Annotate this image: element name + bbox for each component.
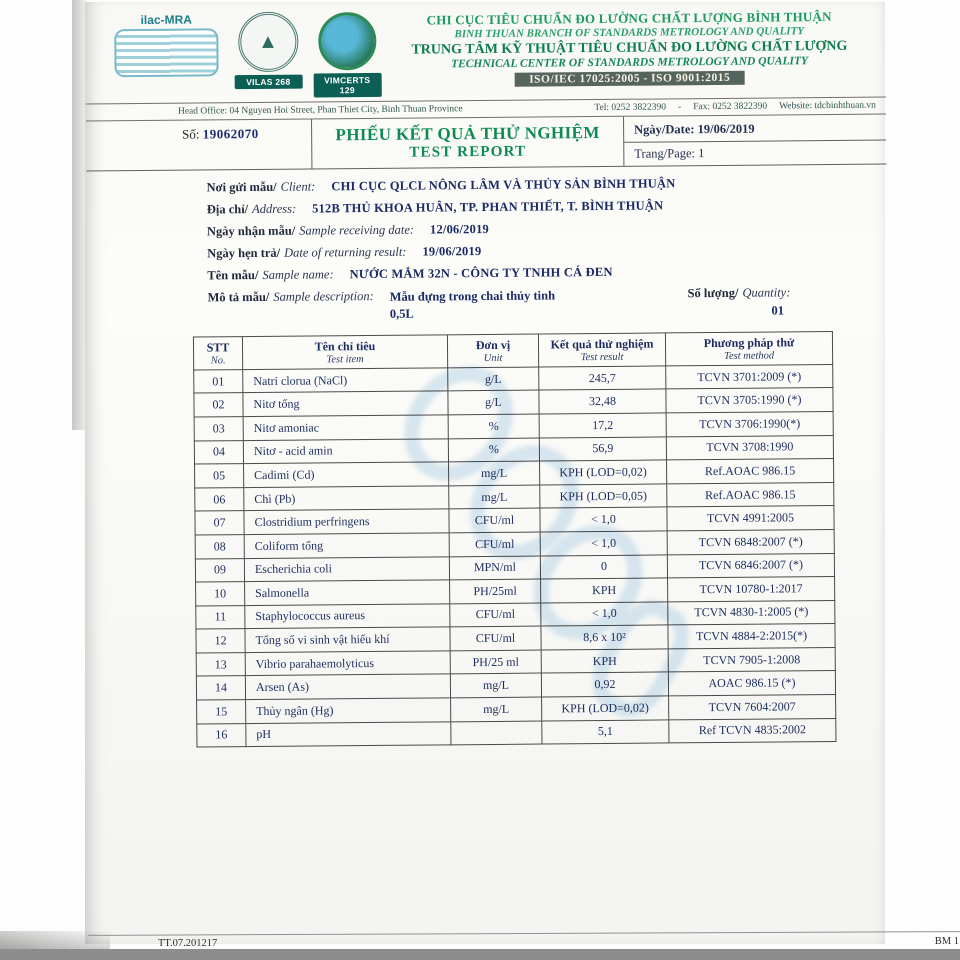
- table-cell: CFU/ml: [449, 508, 540, 532]
- table-header-row: [193, 331, 832, 370]
- column-header-method: Phương pháp thử Test method: [665, 331, 832, 365]
- info-label: Tên mẫu/ Sample name:: [207, 267, 334, 283]
- vimcerts-icon: [318, 12, 377, 71]
- column-header-result: Kết quả thử nghiệm Test result: [538, 333, 665, 367]
- table-cell: KPH (LOD=0,02): [540, 460, 667, 485]
- ilac-mra-label: ilac-MRA: [140, 12, 192, 28]
- table-cell: 12: [196, 629, 245, 653]
- table-cell: 10: [196, 582, 245, 606]
- column-header-item: Tên chỉ tiêu Test item: [242, 335, 447, 370]
- info-row-return-date: [207, 241, 867, 262]
- table-cell: KPH (LOD=0,05): [540, 484, 667, 509]
- sample-name-value: NƯỚC MẮM 32N - CÔNG TY TNHH CÁ ĐEN: [349, 264, 613, 282]
- fax: Fax: 0252 3822390: [693, 101, 768, 113]
- return-date-value: 19/06/2019: [422, 244, 482, 259]
- form-code-right: BM 1: [934, 936, 959, 947]
- table-cell: 03: [194, 417, 243, 441]
- table-cell: PH/25ml: [450, 579, 541, 603]
- center-name-vi: TRUNG TÂM KỸ THUẬT TIÊU CHUẨN ĐO LƯỜNG CHẤT LƯỢNG: [411, 38, 848, 58]
- table-cell: Ref.AOAC 986.15: [667, 459, 834, 484]
- description-value: Mẫu đựng trong chai thủy tinh 0,5L: [389, 288, 556, 321]
- info-label: Ngày nhận mẫu/ Sample receiving date:: [206, 222, 415, 239]
- title-vi: PHIẾU KẾT QUẢ THỬ NGHIỆM: [335, 123, 600, 145]
- info-row-client: [207, 175, 867, 196]
- table-cell: CFU/ml: [450, 626, 541, 650]
- title-en: TEST REPORT: [409, 143, 527, 161]
- table-cell: AOAC 986.15 (*): [668, 671, 835, 696]
- table-cell: 5,1: [542, 720, 669, 745]
- info-label: Mô tả mẫu/ Sample description:: [207, 288, 374, 305]
- table-cell: TCVN 7604:2007: [669, 695, 836, 720]
- table-cell: 17,2: [539, 413, 666, 438]
- form-code-left: TT.07.201217: [158, 938, 218, 949]
- table-cell: < 1,0: [541, 602, 668, 627]
- table-cell: 11: [196, 605, 245, 629]
- table-cell: Chì (Pb): [244, 486, 449, 511]
- table-cell: Salmonella: [245, 580, 450, 605]
- table-cell: KPH (LOD=0,02): [542, 696, 669, 721]
- receiving-date-value: 12/06/2019: [429, 221, 490, 237]
- table-cell: PH/25 ml: [450, 650, 541, 674]
- table-cell: Coliform tổng: [244, 533, 449, 558]
- branch-name-en: BINH THUAN BRANCH OF STANDARDS METROLOGY AND QUALITY: [454, 25, 805, 41]
- info-row-description: [208, 285, 868, 325]
- table-cell: 32,48: [539, 389, 666, 414]
- center-name-en: TECHNICAL CENTER OF STANDARDS METROLOGY AND QUALITY: [450, 55, 809, 71]
- vimcerts-badge: VIMCERTS 129: [313, 73, 381, 98]
- seal-icon: ▲: [238, 12, 299, 73]
- table-cell: Tổng số vi sinh vật hiếu khí: [245, 627, 450, 652]
- table-cell: 04: [194, 440, 243, 464]
- info-row-sample-name: [207, 263, 867, 284]
- table-cell: 15: [197, 700, 246, 724]
- iso-certification: ISO/IEC 17025:2005 - ISO 9001:2015: [515, 71, 744, 87]
- info-label: Địa chỉ/ Address:: [206, 201, 297, 217]
- document-page: [85, 2, 885, 944]
- table-cell: Natri clorua (NaCl): [243, 368, 448, 393]
- branch-name-vi: CHI CỤC TIÊU CHUẨN ĐO LƯỜNG CHẤT LƯỢNG BÌNH THUẬN: [426, 8, 832, 28]
- page-title: [312, 117, 624, 169]
- table-cell: mg/L: [449, 485, 540, 509]
- table-cell: [451, 721, 542, 745]
- date-page-block: [624, 115, 886, 166]
- table-cell: Arsen (As): [245, 674, 450, 699]
- table-cell: Nitơ amoniac: [243, 415, 448, 440]
- report-number-label: Số:: [182, 126, 200, 142]
- table-cell: 0: [540, 554, 667, 579]
- table-cell: Cadimi (Cd): [244, 462, 449, 487]
- table-cell: Nitơ tổng: [243, 391, 448, 416]
- accreditation-logos: [109, 11, 382, 99]
- quantity-block: Số lượng/ Quantity: 01: [687, 285, 867, 320]
- table-cell: mg/L: [451, 697, 542, 721]
- report-number-value: 19062070: [202, 125, 259, 142]
- table-cell: 245,7: [539, 366, 666, 391]
- table-cell: Ref TCVN 4835:2002: [669, 718, 836, 743]
- table-cell: 8,6 x 10²: [541, 625, 668, 650]
- table-cell: Thủy ngân (Hg): [246, 698, 451, 723]
- column-header-unit: Đơn vị Unit: [447, 334, 538, 368]
- client-value: CHI CỤC QLCL NÔNG LÂM VÀ THỦY SẢN BÌNH THUẬN: [331, 176, 676, 194]
- table-cell: 09: [195, 558, 244, 582]
- table-cell: 16: [197, 723, 246, 747]
- table-cell: TCVN 4830-1:2005 (*): [668, 600, 835, 625]
- table-cell: 0,92: [541, 672, 668, 697]
- table-cell: < 1,0: [540, 531, 667, 556]
- photo-edge-bottom: [0, 949, 960, 960]
- info-row-address: [207, 197, 867, 218]
- table-cell: TCVN 7905-1:2008: [668, 647, 835, 672]
- table-cell: g/L: [448, 390, 539, 414]
- dash-separator: -: [677, 102, 682, 113]
- table-cell: 07: [195, 511, 244, 535]
- table-cell: TCVN 6846:2007 (*): [667, 553, 834, 578]
- report-number: [86, 120, 312, 171]
- table-cell: 56,9: [539, 436, 666, 461]
- table-cell: Clostridium perfringens: [244, 509, 449, 534]
- table-cell: KPH: [541, 649, 668, 674]
- table-cell: TCVN 4991:2005: [667, 506, 834, 531]
- table-cell: CFU/ml: [449, 532, 540, 556]
- table-cell: 13: [196, 652, 245, 676]
- info-label: Ngày hẹn trả/ Date of returning result:: [207, 244, 407, 261]
- table-cell: TCVN 3705:1990 (*): [666, 388, 833, 413]
- website: Website: tdcbinhthuan.vn: [779, 100, 876, 112]
- table-cell: Nitơ - acid amin: [243, 438, 448, 463]
- quantity-value: 01: [771, 303, 785, 318]
- table-cell: mg/L: [450, 674, 541, 698]
- table-cell: 01: [194, 369, 243, 393]
- table-cell: 02: [194, 393, 243, 417]
- table-cell: %: [448, 438, 539, 462]
- table-cell: Escherichia coli: [244, 556, 449, 581]
- boa-seal-logo: [233, 12, 303, 90]
- photo-edge-corner: [0, 931, 110, 951]
- table-cell: CFU/ml: [450, 603, 541, 627]
- table-cell: TCVN 3701:2009 (*): [666, 364, 833, 389]
- table-cell: Vibrio parahaemolyticus: [245, 651, 450, 676]
- table-cell: TCVN 3706:1990(*): [666, 411, 833, 436]
- globe-icon: [114, 28, 218, 77]
- table-cell: TCVN 10780-1:2017: [668, 577, 835, 602]
- table-cell: TCVN 4884-2:2015(*): [668, 624, 835, 649]
- photo-edge-left: [72, 0, 86, 430]
- title-block: [86, 115, 886, 172]
- telephone: Tel: 0252 3822390: [594, 102, 667, 114]
- table-row: [197, 718, 836, 747]
- report-date: Ngày/Date: 19/06/2019: [624, 115, 886, 143]
- table-cell: Staphylococcus aureus: [245, 604, 450, 629]
- table-cell: 14: [196, 676, 245, 700]
- table-cell: < 1,0: [540, 507, 667, 532]
- table-cell: mg/L: [449, 461, 540, 485]
- sample-info: [86, 165, 887, 326]
- table-cell: %: [448, 414, 539, 438]
- table-cell: KPH: [541, 578, 668, 603]
- table-cell: 08: [195, 535, 244, 559]
- ilac-mra-logo: [109, 12, 224, 77]
- report-page: Trang/Page: 1: [634, 146, 705, 161]
- results-table: [193, 331, 837, 748]
- head-office: Head Office: 04 Nguyen Hoi Street, Phan Thiet City, Binh Thuan Province: [177, 104, 463, 117]
- address-value: 512B THỦ KHOA HUÂN, TP. PHAN THIẾT, T. BÌNH THUẬN: [312, 198, 664, 216]
- table-cell: MPN/ml: [449, 556, 540, 580]
- column-header-no: STT No.: [193, 336, 242, 369]
- table-cell: 05: [195, 464, 244, 488]
- results-tbody: [194, 364, 836, 747]
- table-cell: g/L: [448, 367, 539, 391]
- organization-names: [381, 7, 878, 89]
- table-cell: TCVN 6848:2007 (*): [667, 529, 834, 554]
- vilas-badge: VILAS 268: [234, 75, 302, 90]
- info-label: Nơi gửi mẫu/ Client:: [206, 179, 316, 195]
- info-row-receiving-date: [207, 219, 867, 240]
- table-cell: TCVN 3708:1990: [666, 435, 833, 460]
- table-cell: 06: [195, 487, 244, 511]
- table-cell: pH: [246, 721, 451, 746]
- vimcerts-logo: [312, 11, 382, 98]
- table-cell: Ref.AOAC 986.15: [667, 482, 834, 507]
- letterhead: [85, 0, 886, 103]
